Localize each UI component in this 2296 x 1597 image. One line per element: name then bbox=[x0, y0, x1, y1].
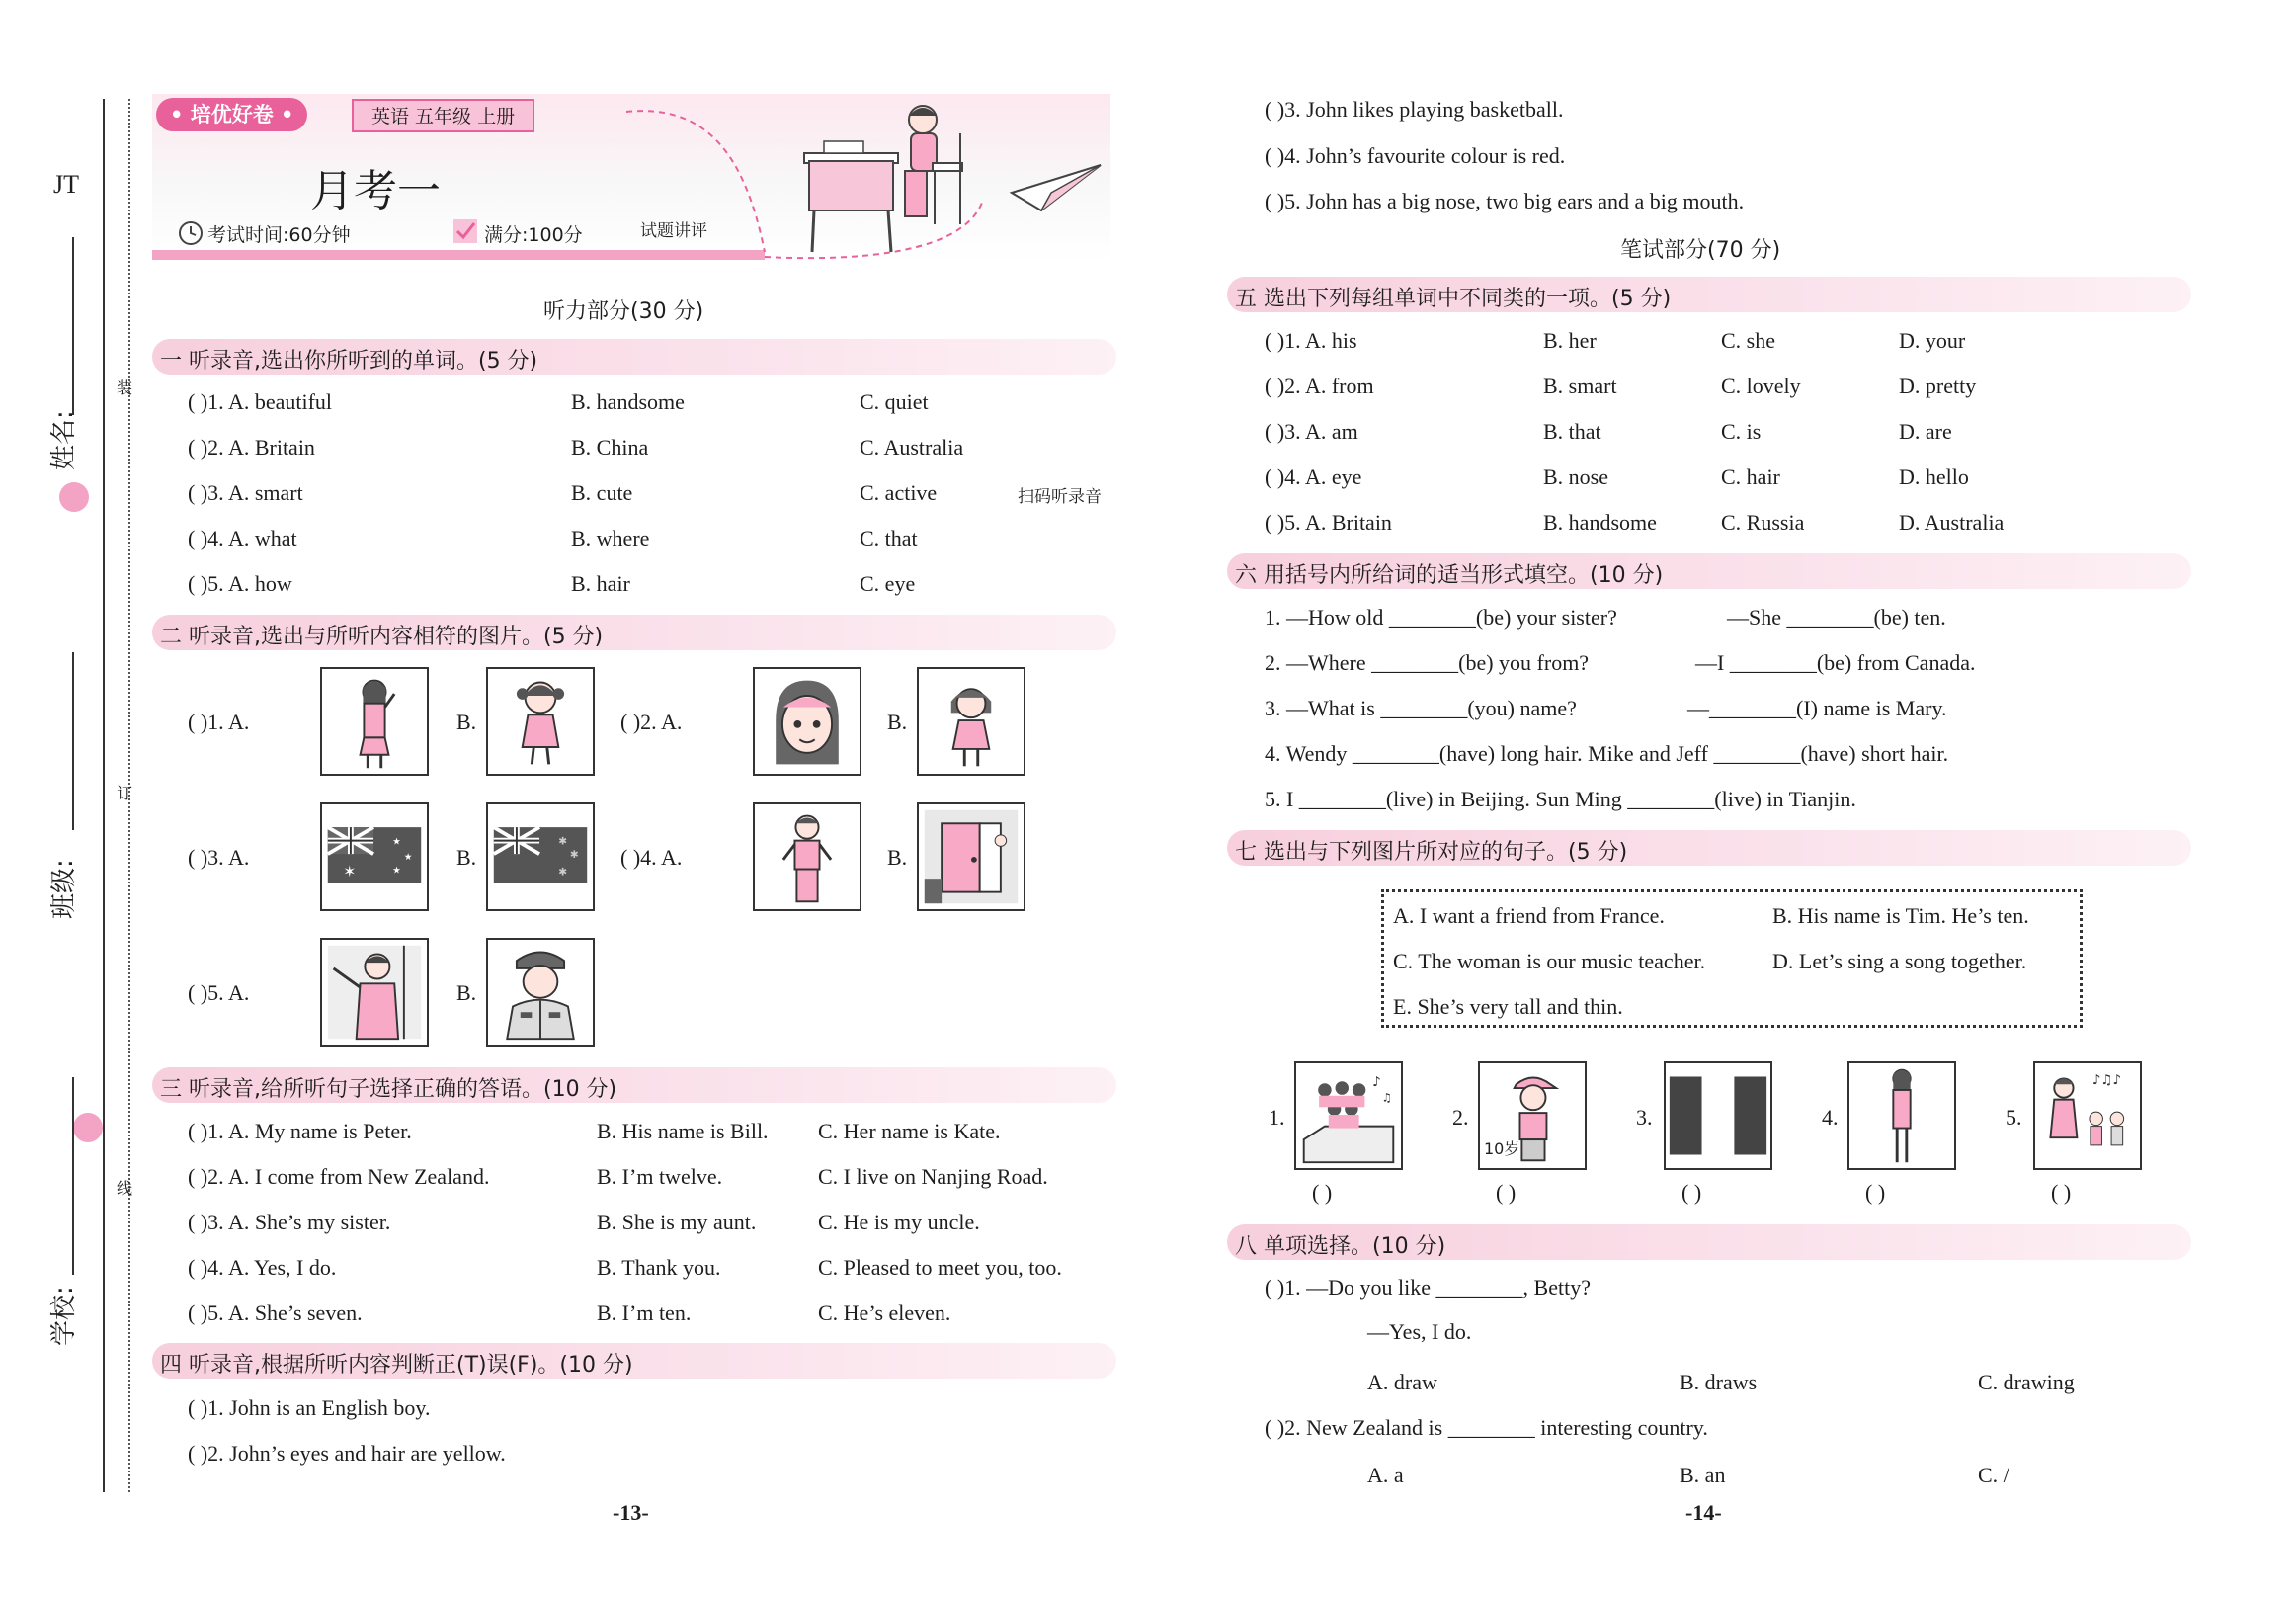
s2-q4-label: ( )4. A. bbox=[620, 845, 683, 870]
s2-q2-b-short-hair-girl-picture bbox=[917, 667, 1025, 776]
section-6-title: 六 用括号内所给词的适当形式填空。(10 分) bbox=[1235, 563, 1664, 588]
s7-pic-3-france-flag-picture bbox=[1664, 1061, 1772, 1170]
s3-q1-c: C. Her name is Kate. bbox=[818, 1119, 1001, 1143]
s1-q2: ( )2. A. Britain bbox=[188, 435, 315, 460]
s2-b-label-2: B. bbox=[887, 710, 908, 734]
s5-q5-d: D. Australia bbox=[1899, 510, 2005, 535]
written-title: 笔试部分(70 分) bbox=[1620, 238, 1781, 263]
s7-pic-5-music-class-picture bbox=[2033, 1061, 2142, 1170]
s8-q1-a: A. draw bbox=[1367, 1370, 1437, 1394]
s5-q2: ( )2. A. from bbox=[1265, 374, 1374, 398]
s1-q5-c: C. eye bbox=[860, 571, 916, 596]
s3-q2-c: C. I live on Nanjing Road. bbox=[818, 1164, 1048, 1189]
qr-note[interactable]: 扫码听录音 bbox=[1018, 487, 1102, 506]
name-label: 姓名: bbox=[49, 410, 79, 470]
s6-q2-b: —I ________(be) from Canada. bbox=[1695, 650, 1976, 675]
s2-b-label-1: B. bbox=[456, 710, 477, 734]
subject-tag: 英语 五年级 上册 bbox=[352, 99, 534, 132]
svg-text:♪♫♪: ♪♫♪ bbox=[2091, 1072, 2122, 1089]
s8-q2-b: B. an bbox=[1680, 1463, 1726, 1487]
svg-text:★: ★ bbox=[392, 865, 401, 877]
s7-option-e: E. She’s very tall and thin. bbox=[1393, 994, 1623, 1019]
s5-q3-c: C. is bbox=[1721, 419, 1762, 444]
s1-q4: ( )4. A. what bbox=[188, 526, 297, 550]
s2-q4-b-door-picture bbox=[917, 802, 1025, 911]
s3-q5-c: C. He’s eleven. bbox=[818, 1301, 951, 1325]
svg-text:♪: ♪ bbox=[1372, 1074, 1381, 1091]
svg-text:★: ★ bbox=[403, 851, 413, 863]
s8-q2-c: C. / bbox=[1978, 1463, 2009, 1487]
s2-q4-a-boy-picture bbox=[753, 802, 861, 911]
s3-q4-b: B. Thank you. bbox=[597, 1255, 721, 1280]
mark-zhuang: 装 bbox=[117, 378, 133, 397]
s2-b-label-3: B. bbox=[456, 845, 477, 870]
s5-q3: ( )3. A. am bbox=[1265, 419, 1358, 444]
s2-q3-label: ( )3. A. bbox=[188, 845, 250, 870]
s6-q1-b: —She ________(be) ten. bbox=[1727, 605, 1946, 630]
s1-q3: ( )3. A. smart bbox=[188, 480, 303, 505]
s5-q2-d: D. pretty bbox=[1899, 374, 1977, 398]
section-1-title: 一 听录音,选出你所听到的单词。(5 分) bbox=[160, 349, 538, 374]
s1-q1-b: B. handsome bbox=[571, 389, 685, 414]
s5-q1-b: B. her bbox=[1543, 328, 1597, 353]
s4-q4: ( )4. John’s favourite colour is red. bbox=[1265, 143, 1566, 168]
s7-num-5: 5. bbox=[2006, 1105, 2022, 1130]
svg-text:♫: ♫ bbox=[1381, 1090, 1393, 1105]
s2-b-label-5: B. bbox=[456, 980, 477, 1005]
s3-q2-b: B. I’m twelve. bbox=[597, 1164, 723, 1189]
s5-q3-b: B. that bbox=[1543, 419, 1601, 444]
header-banner bbox=[152, 94, 1110, 262]
badge: • 培优好卷 • bbox=[156, 98, 307, 131]
s8-q1-b: B. draws bbox=[1680, 1370, 1758, 1394]
review-link[interactable]: 试题讲评 bbox=[640, 221, 707, 241]
school-dot bbox=[73, 1113, 103, 1142]
s3-q3: ( )3. A. She’s my sister. bbox=[188, 1210, 391, 1234]
binding-strip bbox=[0, 0, 138, 1597]
vertical-rule bbox=[103, 99, 105, 1492]
s4-q2: ( )2. John’s eyes and hair are yellow. bbox=[188, 1441, 506, 1466]
section-5-title: 五 选出下列每组单词中不同类的一项。(5 分) bbox=[1235, 287, 1672, 311]
s7-num-1: 1. bbox=[1269, 1105, 1285, 1130]
exam-title: 月考一 bbox=[310, 166, 441, 216]
binding-code: JT bbox=[53, 170, 79, 199]
class-line bbox=[72, 652, 74, 830]
section-7-title: 七 选出与下列图片所对应的句子。(5 分) bbox=[1235, 840, 1628, 865]
s5-q5-c: C. Russia bbox=[1721, 510, 1805, 535]
s3-q4: ( )4. A. Yes, I do. bbox=[188, 1255, 337, 1280]
school-line bbox=[72, 1077, 74, 1275]
s2-q5-a-male-teacher-picture bbox=[320, 938, 429, 1047]
full-score: 满分:100分 bbox=[484, 224, 583, 246]
name-line bbox=[72, 237, 74, 415]
s4-q3: ( )3. John likes playing basketball. bbox=[1265, 97, 1564, 122]
school-label: 学校: bbox=[49, 1286, 79, 1346]
s5-q1-c: C. she bbox=[1721, 328, 1775, 353]
s7-option-a: A. I want a friend from France. bbox=[1393, 903, 1665, 928]
s8-q1-answer: —Yes, I do. bbox=[1367, 1319, 1472, 1344]
name-dot bbox=[59, 482, 89, 512]
s1-q2-b: B. China bbox=[571, 435, 649, 460]
section-4-title: 四 听录音,根据所听内容判断正(T)误(F)。(10 分) bbox=[160, 1353, 633, 1378]
s3-q1: ( )1. A. My name is Peter. bbox=[188, 1119, 412, 1143]
s7-blank-1[interactable]: ( ) bbox=[1312, 1180, 1333, 1205]
s1-q3-b: B. cute bbox=[571, 480, 633, 505]
s7-option-d: D. Let’s sing a song together. bbox=[1772, 949, 2027, 973]
s6-q4: 4. Wendy ________(have) long hair. Mike and Jeff ________(have) short hair. bbox=[1265, 741, 1949, 766]
s5-q2-b: B. smart bbox=[1543, 374, 1617, 398]
exam-time: 考试时间:60分钟 bbox=[207, 224, 351, 246]
s7-num-4: 4. bbox=[1822, 1105, 1839, 1130]
svg-text:✱: ✱ bbox=[569, 848, 579, 861]
s5-q4-c: C. hair bbox=[1721, 464, 1780, 489]
s1-q1: ( )1. A. beautiful bbox=[188, 389, 333, 414]
s8-q2-a: A. a bbox=[1367, 1463, 1404, 1487]
s1-q5-b: B. hair bbox=[571, 571, 630, 596]
s1-q2-c: C. Australia bbox=[860, 435, 964, 460]
s5-q1-d: D. your bbox=[1899, 328, 1966, 353]
section-3-title: 三 听录音,给所听句子选择正确的答语。(10 分) bbox=[160, 1077, 617, 1102]
s7-option-b: B. His name is Tim. He’s ten. bbox=[1772, 903, 2029, 928]
student-desk-illustration bbox=[152, 94, 1110, 262]
page-number-right: -14- bbox=[1685, 1500, 1722, 1525]
s7-option-c: C. The woman is our music teacher. bbox=[1393, 949, 1706, 973]
section-2-title: 二 听录音,选出与所听内容相符的图片。(5 分) bbox=[160, 625, 604, 649]
s3-q3-b: B. She is my aunt. bbox=[597, 1210, 757, 1234]
s5-q5-b: B. handsome bbox=[1543, 510, 1657, 535]
mark-xian: 线 bbox=[117, 1179, 133, 1198]
s2-q3-a-australia-flag-picture bbox=[320, 802, 429, 911]
s2-b-label-4: B. bbox=[887, 845, 908, 870]
section-8-title: 八 单项选择。(10 分) bbox=[1235, 1234, 1446, 1259]
svg-text:✶: ✶ bbox=[343, 863, 357, 882]
s6-q2-a: 2. —Where ________(be) you from? bbox=[1265, 650, 1590, 675]
s3-q5: ( )5. A. She’s seven. bbox=[188, 1301, 363, 1325]
s2-q5-label: ( )5. A. bbox=[188, 980, 250, 1005]
s1-q1-c: C. quiet bbox=[860, 389, 929, 414]
s3-q2: ( )2. A. I come from New Zealand. bbox=[188, 1164, 490, 1189]
s8-q1-c: C. drawing bbox=[1978, 1370, 2075, 1394]
mark-ding: 订 bbox=[117, 784, 133, 802]
listening-title: 听力部分(30 分) bbox=[543, 299, 704, 324]
s8-q1: ( )1. —Do you like ________, Betty? bbox=[1265, 1275, 1591, 1300]
s6-q5: 5. I ________(live) in Beijing. Sun Ming ________(live) in Tianjin. bbox=[1265, 787, 1856, 811]
s1-q3-c: C. active bbox=[860, 480, 938, 505]
s1-q4-c: C. that bbox=[860, 526, 918, 550]
s7-age-label: 10岁 bbox=[1484, 1139, 1520, 1158]
s1-q4-b: B. where bbox=[571, 526, 650, 550]
s2-q1-label: ( )1. A. bbox=[188, 710, 250, 734]
s6-q3-a: 3. —What is ________(you) name? bbox=[1265, 696, 1577, 720]
page-number-left: -13- bbox=[613, 1500, 649, 1525]
s7-blank-2[interactable]: ( ) bbox=[1496, 1180, 1517, 1205]
s2-q1-b-girl-picture bbox=[486, 667, 595, 776]
s3-q5-b: B. I’m ten. bbox=[597, 1301, 692, 1325]
s5-q4-b: B. nose bbox=[1543, 464, 1608, 489]
s5-q4-d: D. hello bbox=[1899, 464, 1969, 489]
s7-num-3: 3. bbox=[1636, 1105, 1653, 1130]
class-label: 班级: bbox=[49, 859, 79, 919]
s8-q2: ( )2. New Zealand is ________ interesting country. bbox=[1265, 1415, 1708, 1440]
s7-blank-4[interactable]: ( ) bbox=[1865, 1180, 1886, 1205]
s4-q1: ( )1. John is an English boy. bbox=[188, 1395, 431, 1420]
svg-text:✱: ✱ bbox=[558, 866, 568, 879]
s3-q3-c: C. He is my uncle. bbox=[818, 1210, 980, 1234]
s5-q4: ( )4. A. eye bbox=[1265, 464, 1362, 489]
s2-q3-b-new-zealand-flag-picture bbox=[486, 802, 595, 911]
svg-text:★: ★ bbox=[392, 836, 401, 848]
s6-q1-a: 1. —How old ________(be) your sister? bbox=[1265, 605, 1617, 630]
s3-q4-c: C. Pleased to meet you, too. bbox=[818, 1255, 1062, 1280]
s4-q5: ( )5. John has a big nose, two big ears and a big mouth. bbox=[1265, 189, 1745, 213]
s5-q3-d: D. are bbox=[1899, 419, 1952, 444]
s5-q2-c: C. lovely bbox=[1721, 374, 1801, 398]
s7-pic-1-choir-picture bbox=[1294, 1061, 1403, 1170]
s5-q5: ( )5. A. Britain bbox=[1265, 510, 1392, 535]
s1-q5: ( )5. A. how bbox=[188, 571, 292, 596]
s7-blank-5[interactable]: ( ) bbox=[2051, 1180, 2072, 1205]
s2-q5-b-officer-picture bbox=[486, 938, 595, 1047]
s2-q2-a-girl-face-picture bbox=[753, 667, 861, 776]
s2-q1-a-teacher-picture bbox=[320, 667, 429, 776]
s5-q1: ( )1. A. his bbox=[1265, 328, 1357, 353]
s6-q3-b: —________(I) name is Mary. bbox=[1687, 696, 1947, 720]
s7-blank-3[interactable]: ( ) bbox=[1681, 1180, 1702, 1205]
s7-pic-4-tall-woman-picture bbox=[1847, 1061, 1956, 1170]
s7-num-2: 2. bbox=[1452, 1105, 1469, 1130]
s3-q1-b: B. His name is Bill. bbox=[597, 1119, 769, 1143]
svg-text:✱: ✱ bbox=[558, 835, 568, 848]
s2-q2-label: ( )2. A. bbox=[620, 710, 683, 734]
